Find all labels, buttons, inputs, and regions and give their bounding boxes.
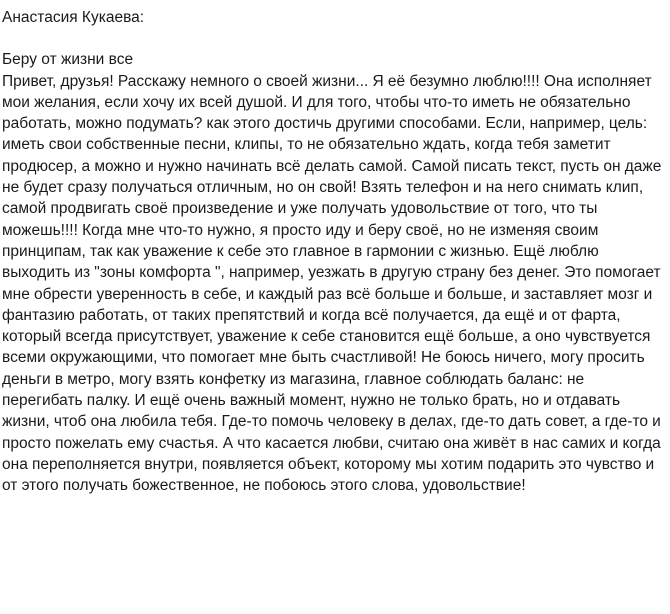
byline-spacer: [2, 28, 664, 49]
article-body: Привет, друзья! Расскажу немного о своей жизни... Я её безумно люблю!!!! Она исполняет мои желания, если хочу их всей душой. И для того, чтобы что-то иметь не обязательно работать, можно подумать? как этого достичь другими способами. Если, например, цель: иметь свои собственные песни, клипы, то не обязательно ждать, когда тебя заметит продюсер, а можно и нужно начинать всё делать самой. Самой писать текст, пусть он даже не будет сразу получаться отличным, но он свой! Взять телефон и на него снимать клип, самой продвигать своё произведение и уже получать удовольствие от того, что ты можешь!!!! Когда мне что-то нужно, я просто иду и беру своё, но не изменяя своим принципам, так как уважение к себе это главное в гармонии с жизнью. Ещё люблю выходить из "зоны комфорта ", например, уезжать в другую страну без денег. Это помогает мне обрести уверенность в себе, и каждый раз всё больше и больше, и заставляет мозг и фантазию работать, от таких препятствий и когда всё получается, да ещё и от фарта, который всегда присутствует, уважение к себе становится ещё больше, а оно чувствуется всеми окружающими, что помогает мне быть счастливой! Не боюсь ничего, могу просить деньги в метро, могу взять конфетку из магазина, главное соблюдать баланс: не перегибать палку. И ещё очень важный момент, нужно не только брать, но и отдавать жизни, чтоб она любила тебя. Где-то помочь человеку в делах, где-то дать совет, а где-то и просто пожелать ему счастья. А что касается любви, считаю она живёт в нас самих и когда она переполняется внутри, появляется объект, которому мы хотим подарить это чувство и от этого получать божественное, не побоюсь этого слова, удовольствие!: [2, 72, 662, 495]
author-byline: Анастасия Кукаева:: [2, 9, 145, 26]
article-headline: Беру от жизни все: [2, 51, 134, 69]
